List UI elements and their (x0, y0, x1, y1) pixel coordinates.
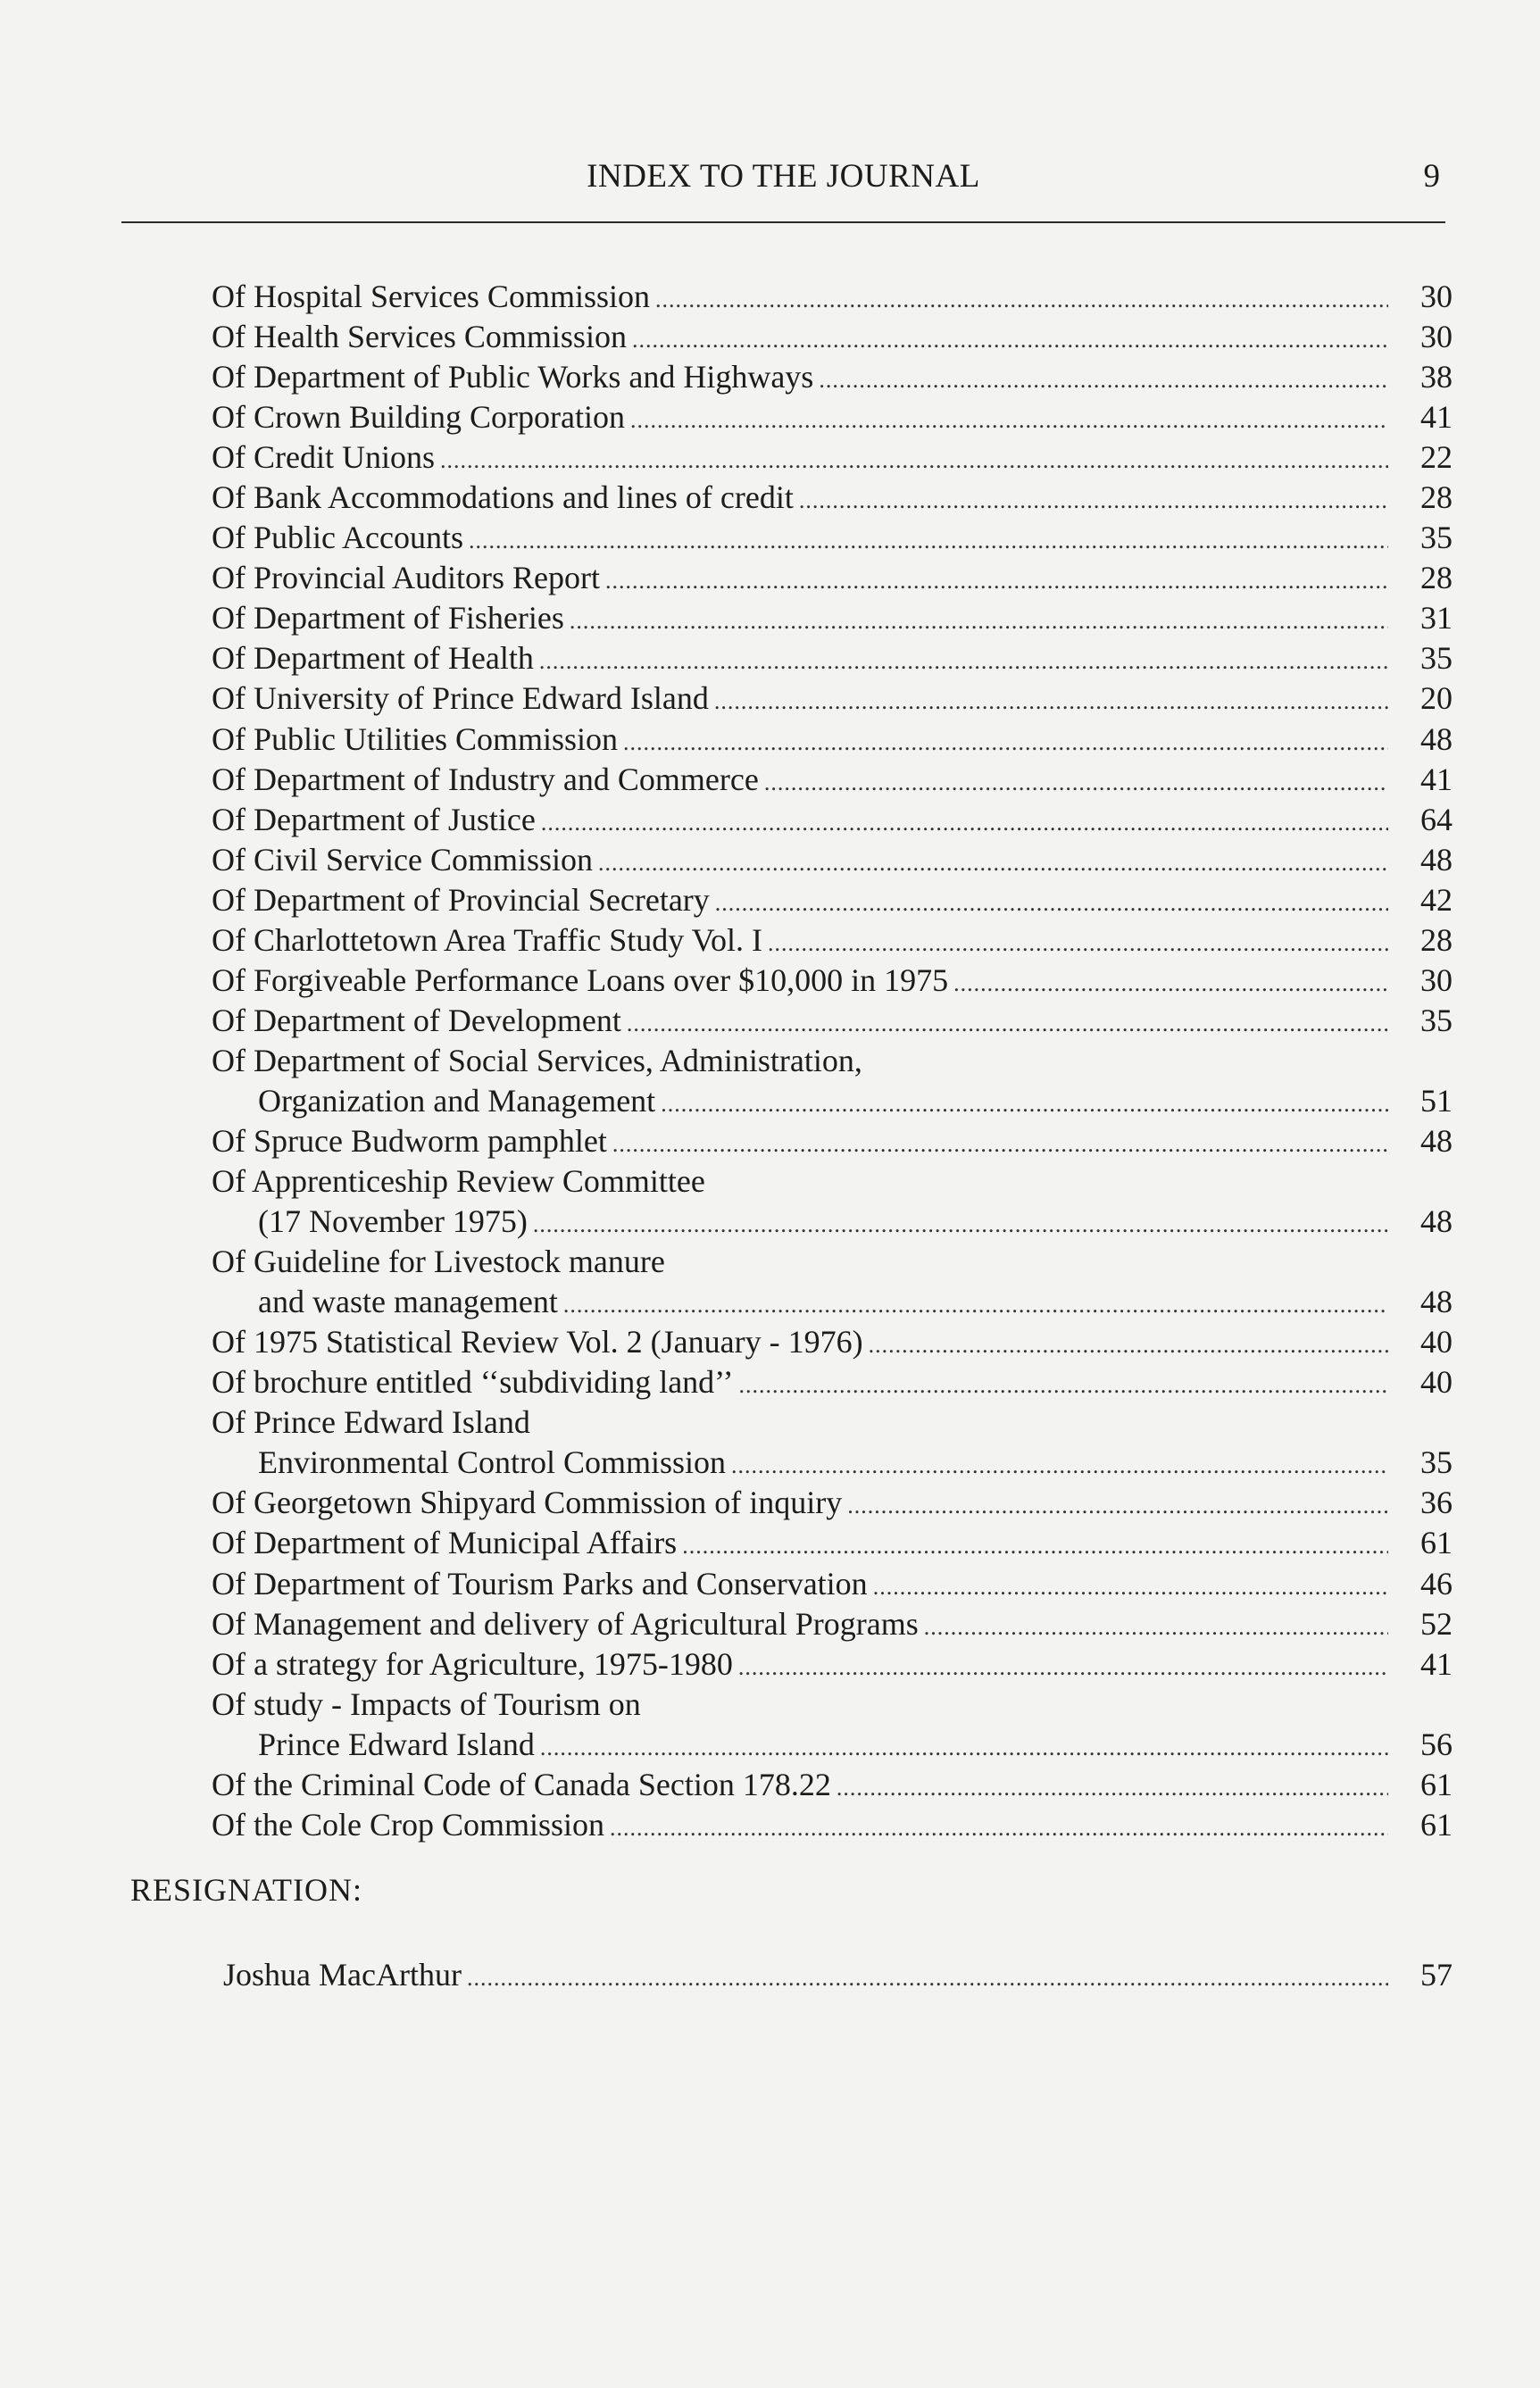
index-entry-text: Of Civil Service Commission (212, 841, 593, 878)
index-entry-line (212, 1765, 1453, 1805)
index-entry-text: Environmental Control Commission (258, 1444, 726, 1481)
index-entry (212, 598, 1453, 638)
index-entry-page-number: 57 (1420, 1957, 1453, 1993)
index-entry-text: (17 November 1975) (258, 1203, 528, 1240)
index-entry-page-number: 28 (1420, 479, 1453, 516)
index-entry-line (212, 1685, 1453, 1725)
dot-leader (541, 803, 1388, 843)
index-entry-page-number: 56 (1420, 1726, 1453, 1762)
dot-leader (819, 360, 1388, 400)
dot-leader (627, 1003, 1388, 1044)
index-entry-line (212, 1121, 1453, 1161)
index-entry (212, 518, 1453, 558)
index-entry-text: Of the Cole Crop Commission (212, 1806, 604, 1843)
index-entry-text: and waste management (258, 1284, 558, 1320)
index-entry-line (212, 1604, 1453, 1644)
index-entry-page-number: 61 (1420, 1806, 1453, 1843)
index-entry-line (212, 1362, 1453, 1402)
index-entry-line (212, 840, 1453, 880)
index-entry-page-number: 35 (1420, 1002, 1453, 1038)
index-entry-page-number: 35 (1420, 640, 1453, 677)
index-entry-page-number: 41 (1420, 761, 1453, 797)
dot-leader (731, 1445, 1388, 1485)
index-entry-line (212, 478, 1453, 518)
dot-leader (715, 883, 1388, 923)
index-entry-text: Of Guideline for Livestock manure (212, 1244, 665, 1280)
index-entry-page-number: 30 (1420, 961, 1453, 998)
index-entry (212, 317, 1453, 357)
index-entry-line (212, 598, 1453, 638)
index-entry-line (212, 880, 1453, 920)
index-entry (212, 1121, 1453, 1161)
index-entry-text: Of Prince Edward Island (212, 1404, 530, 1441)
index-entry-page-number: 41 (1420, 1645, 1453, 1682)
index-entry (212, 840, 1453, 880)
dot-leader (738, 1647, 1388, 1687)
index-entry (212, 1805, 1453, 1845)
dot-leader (623, 722, 1388, 762)
index-entry-line (212, 1161, 1453, 1202)
index-entry-text: Of a strategy for Agriculture, 1975-1980 (212, 1645, 733, 1682)
index-entry-text: Of Hospital Services Commission (212, 279, 650, 314)
index-entry-line (212, 1001, 1453, 1041)
index-entry (212, 1523, 1453, 1563)
index-entry-line (212, 961, 1453, 1001)
dot-leader (540, 1727, 1388, 1768)
index-entry (223, 1955, 1453, 1995)
index-entry-page-number: 48 (1420, 1203, 1453, 1240)
index-entry-line (212, 397, 1453, 437)
index-entry-line (212, 920, 1453, 961)
index-entry-page-number: 61 (1420, 1525, 1453, 1561)
index-entry (212, 678, 1453, 719)
index-entry-text: Of Georgetown Shipyard Commission of inquiry (212, 1485, 843, 1521)
index-entry (212, 558, 1453, 598)
index-entry-line (212, 1322, 1453, 1362)
dot-leader (953, 963, 1388, 1003)
header-rule (121, 221, 1445, 223)
dot-leader (469, 520, 1388, 561)
dot-leader (682, 1526, 1388, 1566)
index-entry (212, 760, 1453, 800)
dot-leader (873, 1567, 1388, 1607)
index-entry-line (223, 1955, 1453, 1995)
index-entry-page-number: 46 (1420, 1565, 1453, 1602)
index-entry-page-number: 40 (1420, 1364, 1453, 1401)
dot-leader (924, 1607, 1388, 1647)
index-entry-text: Of Department of Provincial Secretary (212, 881, 710, 918)
index-entry-text: Of Bank Accommodations and lines of credit (212, 479, 794, 516)
index-entry-text: Of Department of Tourism Parks and Conservation (212, 1565, 868, 1602)
index-entry-continuation-line (212, 1081, 1453, 1121)
index-entry-page-number: 61 (1420, 1766, 1453, 1802)
index-entry-page-number: 64 (1420, 801, 1453, 837)
index-entry-page-number: 51 (1420, 1082, 1453, 1119)
index-entry-page-number: 36 (1420, 1485, 1453, 1521)
dot-leader (630, 400, 1388, 440)
index-entry-page-number: 48 (1420, 1284, 1453, 1320)
index-entry-text: Of the Criminal Code of Canada Section 178.22 (212, 1766, 831, 1802)
index-entry-line (212, 720, 1453, 760)
index-entry (212, 1644, 1453, 1685)
index-entry-page-number: 41 (1420, 399, 1453, 436)
index-entry (212, 961, 1453, 1001)
index-entry-continuation-line (212, 1725, 1453, 1765)
dot-leader (869, 1325, 1388, 1365)
index-entry-continuation-line (212, 1443, 1453, 1483)
index-entry-text: Of brochure entitled ‘‘subdividing land’’ (212, 1364, 734, 1401)
dot-leader (739, 1365, 1389, 1405)
index-entry-page-number: 30 (1420, 319, 1453, 355)
index-entry-text: Of University of Prince Edward Island (212, 680, 709, 717)
index-entry-page-number: 48 (1420, 1122, 1453, 1159)
index-entry-page-number: 20 (1420, 680, 1453, 717)
dot-leader (764, 762, 1388, 803)
index-entry-text: Of study - Impacts of Tourism on (212, 1685, 641, 1722)
page-header (121, 157, 1445, 207)
index-entry-page-number: 48 (1420, 841, 1453, 878)
index-entry-page-number: 42 (1420, 881, 1453, 918)
dot-leader (837, 1768, 1388, 1808)
index-entry-line (212, 317, 1453, 357)
dot-leader (440, 440, 1388, 480)
index-entry-text: Of Apprenticeship Review Committee (212, 1163, 705, 1200)
index-entry-text: Of Department of Health (212, 640, 534, 677)
index-entry-line (212, 638, 1453, 678)
dot-leader (632, 320, 1388, 360)
index-entry-text: Joshua MacArthur (223, 1957, 462, 1993)
index-entry-line (212, 1564, 1453, 1604)
index-entry-line (212, 437, 1453, 478)
index-entry-page-number: 30 (1420, 279, 1453, 314)
index-entry-line (212, 678, 1453, 719)
dot-leader (570, 601, 1388, 641)
index-entry (212, 1564, 1453, 1604)
index-entry-line (212, 558, 1453, 598)
index-entry-line (212, 800, 1453, 840)
dot-leader (655, 279, 1388, 320)
index-entry-line (212, 277, 1453, 317)
index-entry (212, 880, 1453, 920)
index-entry (212, 1604, 1453, 1644)
index-entry-text: Of Provincial Auditors Report (212, 560, 600, 596)
index-entry (212, 720, 1453, 760)
resignation-entries-list (223, 1955, 1453, 1995)
index-entry-text: Of Charlottetown Area Traffic Study Vol. I (212, 921, 762, 958)
index-entry (212, 277, 1453, 317)
dot-leader (661, 1084, 1388, 1124)
index-entry-text: Of Department of Social Services, Administration, (212, 1042, 862, 1078)
section-heading-resignation: RESIGNATION: (130, 1872, 362, 1908)
index-entry-page-number: 38 (1420, 359, 1453, 395)
index-entry-line (212, 1644, 1453, 1685)
index-entry-text: Of Health Services Commission (212, 319, 627, 355)
index-entry (212, 1685, 1453, 1765)
index-entry-page-number: 35 (1420, 520, 1453, 556)
running-title: INDEX TO THE JOURNAL (587, 158, 980, 195)
index-entry-text: Of Department of Development (212, 1002, 621, 1038)
index-entry (212, 1001, 1453, 1041)
index-entry (212, 1322, 1453, 1362)
index-entry-text: Of Forgiveable Performance Loans over $10,000 in 1975 (212, 961, 949, 998)
index-entry-line (212, 760, 1453, 800)
dot-leader (605, 561, 1388, 601)
index-entry-line (212, 1805, 1453, 1845)
index-entry-text: Of Department of Industry and Commerce (212, 761, 759, 797)
index-entry (212, 357, 1453, 397)
dot-leader (799, 480, 1388, 520)
index-entry-page-number: 22 (1420, 439, 1453, 476)
index-entry (212, 1161, 1453, 1242)
index-entry (212, 638, 1453, 678)
index-entry (212, 478, 1453, 518)
index-entry (212, 397, 1453, 437)
index-entry-continuation-line (212, 1202, 1453, 1242)
index-entry-text: Of 1975 Statistical Review Vol. 2 (January - 1976) (212, 1324, 863, 1360)
index-entry-line (212, 1041, 1453, 1081)
dot-leader (714, 681, 1388, 721)
index-entry-line (212, 357, 1453, 397)
index-entry-text: Of Public Accounts (212, 520, 463, 556)
index-entry (212, 1483, 1453, 1523)
index-entry (212, 437, 1453, 478)
index-entry (212, 1362, 1453, 1402)
index-entry-page-number: 52 (1420, 1605, 1453, 1642)
index-entry-text: Of Credit Unions (212, 439, 435, 476)
index-entry-text: Prince Edward Island (258, 1726, 535, 1762)
index-entry-text: Of Department of Justice (212, 801, 536, 837)
dot-leader (533, 1204, 1388, 1244)
index-entry-page-number: 40 (1420, 1324, 1453, 1360)
index-entry-text: Organization and Management (258, 1082, 656, 1119)
index-entry (212, 1242, 1453, 1322)
index-entry (212, 800, 1453, 840)
index-entry-line (212, 1402, 1453, 1443)
index-entry-line (212, 1483, 1453, 1523)
index-entry-page-number: 35 (1420, 1444, 1453, 1481)
index-entry-line (212, 1242, 1453, 1282)
dot-leader (539, 641, 1388, 681)
index-entry-text: Of Department of Municipal Affairs (212, 1525, 678, 1561)
index-entry-page-number: 31 (1420, 600, 1453, 637)
index-entry-page-number: 28 (1420, 921, 1453, 958)
page-number: 9 (1423, 158, 1440, 195)
index-entry-text: Of Department of Public Works and Highways (212, 359, 814, 395)
index-entry (212, 1041, 1453, 1121)
index-entry-text: Of Management and delivery of Agricultural Programs (212, 1605, 919, 1642)
dot-leader (768, 923, 1388, 963)
index-entry-text: Of Public Utilities Commission (212, 720, 619, 757)
index-entry (212, 920, 1453, 961)
index-entry-continuation-line (212, 1282, 1453, 1322)
index-entry-line (212, 518, 1453, 558)
dot-leader (612, 1124, 1388, 1164)
index-entry-text: Of Crown Building Corporation (212, 399, 625, 436)
dot-leader (563, 1285, 1388, 1325)
index-entry (212, 1765, 1453, 1805)
dot-leader (467, 1958, 1388, 1998)
index-entry-text: Of Spruce Budworm pamphlet (212, 1122, 607, 1159)
index-entries-list (212, 277, 1453, 1845)
index-entry (212, 1402, 1453, 1483)
dot-leader (598, 843, 1388, 883)
dot-leader (847, 1485, 1388, 1526)
dot-leader (610, 1808, 1388, 1848)
index-entry-line (212, 1523, 1453, 1563)
index-entry-page-number: 48 (1420, 720, 1453, 757)
index-entry-text: Of Department of Fisheries (212, 600, 564, 637)
index-entry-page-number: 28 (1420, 560, 1453, 596)
